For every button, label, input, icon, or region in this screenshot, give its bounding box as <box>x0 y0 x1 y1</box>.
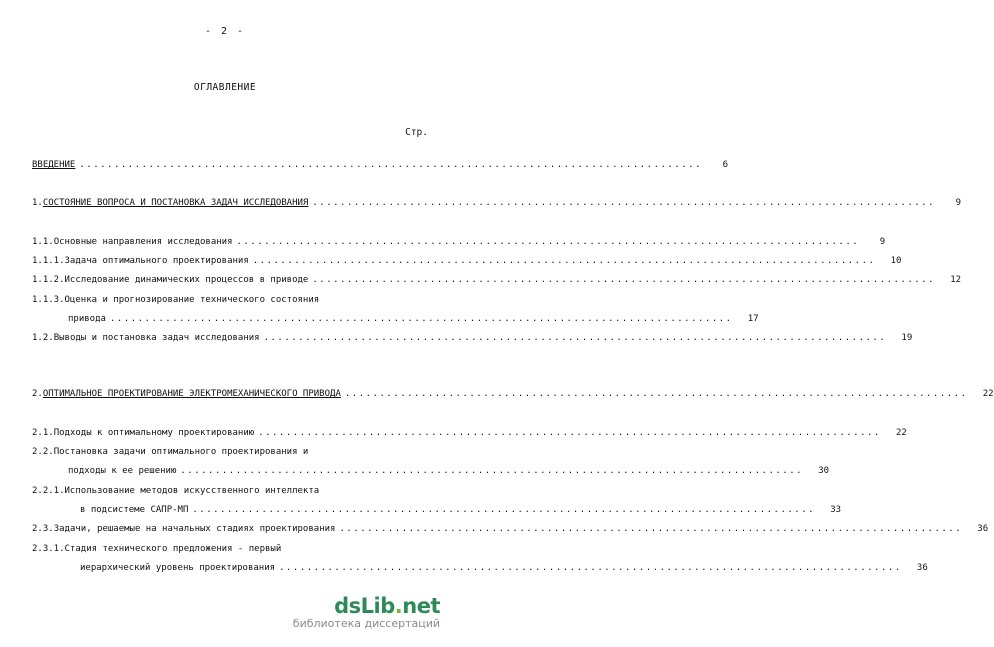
toc-entry-title: Подходы к оптимальному проектированию <box>53 428 255 438</box>
toc-entry-title: СОСТОЯНИЕ ВОПРОСА И ПОСТАНОВКА ЗАДАЧ ИССЛЕДОВАНИЯ <box>42 198 309 208</box>
toc-entry-title: Основные направления исследования <box>53 237 233 247</box>
logo-main-text: dsLib <box>334 594 395 618</box>
toc-entry-page: 6 <box>722 160 729 170</box>
toc-entry-1-1-3 <box>0 295 504 305</box>
page-number: - 2 - <box>204 26 246 37</box>
toc-entry-title: привода <box>68 314 106 324</box>
toc-entry-number: 2.2. <box>32 447 54 457</box>
toc-entry-2-2-1 <box>0 486 504 496</box>
toc-entry-2-1 <box>0 428 907 438</box>
toc-entry-page: 9 <box>955 198 962 208</box>
toc-entry-title: ОПТИМАЛЬНОЕ ПРОЕКТИРОВАНИЕ ЭЛЕКТРОМЕХАНИЧЕСКОГО ПРИВОДА <box>42 389 341 399</box>
toc-dot-leader: .......................................................................................... <box>192 505 816 515</box>
toc-entry-title: иерархический уровень проектирования <box>80 563 276 573</box>
toc-dot-leader: .......................................................................................... <box>180 466 804 476</box>
toc-entry-number: 1.1.2. <box>32 275 65 285</box>
toc-entry-title: подходы к ее решению <box>68 466 177 476</box>
toc-entry-number: 1.1.1. <box>32 256 65 266</box>
toc-entry-title: Стадия технического предложения - первый <box>64 544 282 554</box>
toc-entry-title: ВВЕДЕНИЕ <box>32 160 76 170</box>
toc-entry-2-2 <box>0 447 504 457</box>
toc-entry-1-2 <box>0 333 913 343</box>
toc-entry-title: в подсистеме САПР-МП <box>80 505 189 515</box>
toc-entry-page: 9 <box>879 237 886 247</box>
toc-entry-page: 36 <box>916 563 928 573</box>
toc-dot-leader: .......................................................................................... <box>279 563 902 573</box>
toc-entry-number: 2. <box>32 389 43 399</box>
page-heading: ОГЛАВЛЕНИЕ <box>193 82 257 93</box>
toc-entry-page: 33 <box>830 505 842 515</box>
toc-entry-2-2-1-cont <box>0 505 842 515</box>
toc-dot-leader: .......................................................................................... <box>109 314 733 324</box>
toc-dot-leader: .......................................................................................... <box>79 160 703 170</box>
toc-dot-leader: .......................................................................................... <box>263 333 887 343</box>
toc-entry-title: Постановка задачи оптимального проектирования и <box>53 447 309 457</box>
toc-entry-number: 1.2. <box>32 333 54 343</box>
toc-entry-1-1-2 <box>0 275 962 285</box>
toc-entry-page: 22 <box>896 428 907 438</box>
toc-dot-leader: .......................................................................................... <box>344 389 968 399</box>
toc-entry-page: 19 <box>901 333 913 343</box>
toc-entry-1-1 <box>0 237 886 247</box>
toc-entry-number: 2.3.1. <box>32 544 65 554</box>
toc-entry-title: Использование методов искусственного интеллекта <box>64 486 320 496</box>
toc-entry-1-1-3-cont <box>0 314 759 324</box>
toc-entry-chapter-1 <box>0 198 962 208</box>
logo-dot-text: . <box>394 594 403 618</box>
dslib-logo <box>293 595 440 617</box>
toc-entry-page: 10 <box>890 256 902 266</box>
watermark-subtitle: библиотека диссертаций <box>292 617 440 630</box>
toc-dot-leader: .......................................................................................... <box>339 524 963 534</box>
toc-entry-title: Выводы и постановка задач исследования <box>53 333 260 343</box>
toc-entry-2-3-1 <box>0 544 504 554</box>
toc-entry-chapter-2 <box>0 389 994 399</box>
toc-entry-2-3 <box>0 524 989 534</box>
toc-entry-1-1-1 <box>0 256 902 266</box>
logo-tld-text: net <box>402 594 440 618</box>
toc-entry-number: 1.1. <box>32 237 54 247</box>
toc-entry-page: 17 <box>747 314 759 324</box>
toc-entry-number: 1.1.3. <box>32 295 65 305</box>
toc-entry-title: Задача оптимального проектирования <box>64 256 249 266</box>
toc-entry-title: Задачи, решаемые на начальных стадиях проектирования <box>53 524 336 534</box>
toc-dot-leader: .......................................................................................... <box>252 256 876 266</box>
toc-dot-leader: .......................................................................................... <box>236 237 860 247</box>
toc-entry-number: 2.2.1. <box>32 486 65 496</box>
toc-dot-leader: .......................................................................................... <box>312 275 936 285</box>
toc-dot-leader: .......................................................................................... <box>258 428 881 438</box>
toc-entry-number: 2.3. <box>32 524 54 534</box>
toc-entry-title: Исследование динамических процессов в приводе <box>64 275 309 285</box>
toc-entry-intro <box>0 160 729 170</box>
toc-entry-2-2-cont <box>0 466 830 476</box>
page-column-label: Стр. <box>405 127 428 138</box>
toc-entry-2-3-1-cont <box>0 563 928 573</box>
toc-entry-page: 12 <box>950 275 962 285</box>
toc-entry-page: 30 <box>818 466 830 476</box>
toc-entry-number: 1. <box>32 198 43 208</box>
toc-dot-leader: .......................................................................................... <box>312 198 936 208</box>
toc-entry-title: Оценка и прогнозирование технического состояния <box>64 295 320 305</box>
toc-entry-page: 36 <box>977 524 989 534</box>
toc-entry-page: 22 <box>982 389 994 399</box>
dslib-watermark <box>293 595 440 631</box>
toc-entry-number: 2.1. <box>32 428 54 438</box>
